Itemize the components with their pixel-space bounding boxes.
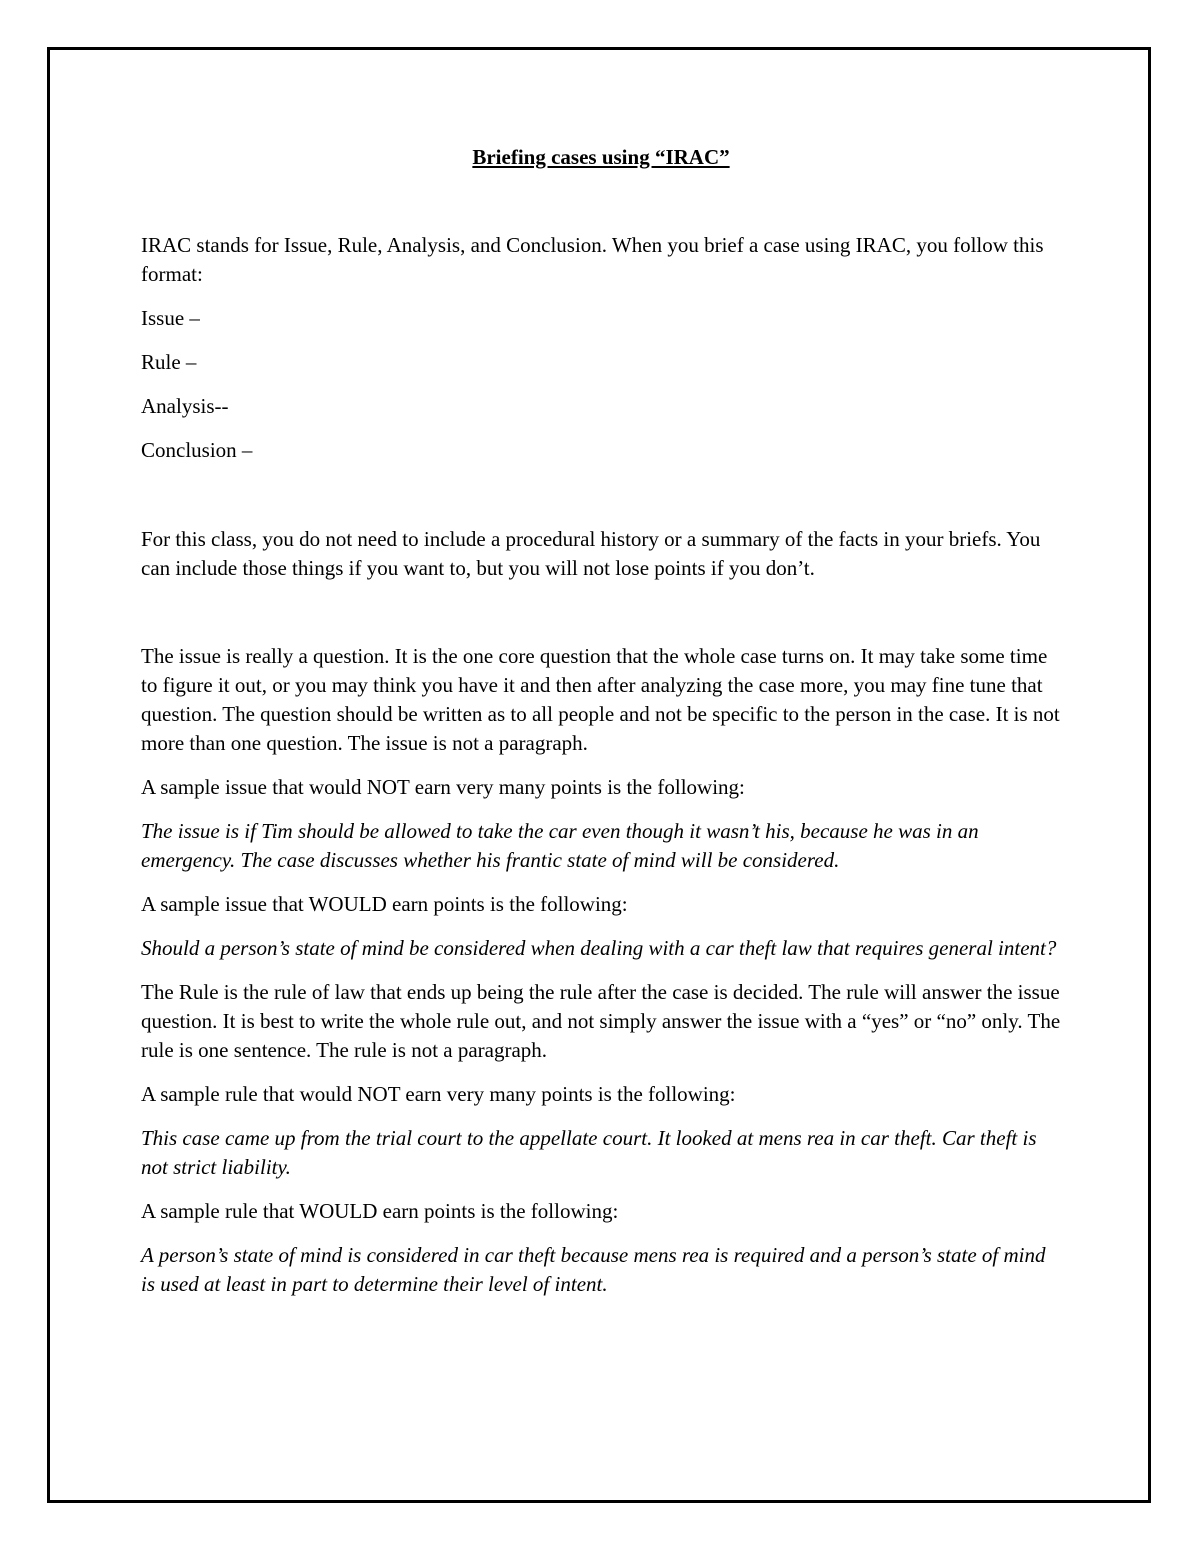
issue-good-example: Should a person’s state of mind be considered when dealing with a car theft law that requires general intent?	[141, 936, 1057, 960]
rule-bad-label: A sample rule that would NOT earn very many points is the following:	[141, 1082, 736, 1106]
rule-good-label: A sample rule that WOULD earn points is the following:	[141, 1199, 619, 1223]
class-note-paragraph: For this class, you do not need to include a procedural history or a summary of the facts in your briefs. You can include those things if you want to, but you will not lose points if you don’t.	[141, 527, 1041, 580]
rule-explanation-paragraph: The Rule is the rule of law that ends up being the rule after the case is decided. The rule will answer the issue question. It is best to write the whole rule out, and not simply answer the issue with a “yes” or “no” only. The rule is one sentence. The rule is not a paragraph.	[141, 980, 1061, 1062]
issue-good-label: A sample issue that WOULD earn points is the following:	[141, 892, 628, 916]
issue-explanation-paragraph: The issue is really a question. It is the one core question that the whole case turns on. It may take some time to figure it out, or you may think you have it and then after analyzing the case more, you may fine tune that question. The question should be written as to all people and not be specific to the person in the case. It is not more than one question. The issue is not a paragraph.	[141, 644, 1060, 755]
document-title: Briefing cases using “IRAC”	[472, 145, 730, 169]
rule-good-example: A person’s state of mind is considered in car theft because mens rea is required and a person’s state of mind is used at least in part to determine their level of intent.	[141, 1243, 1046, 1296]
issue-bad-label: A sample issue that would NOT earn very many points is the following:	[141, 775, 745, 799]
document-body	[141, 140, 1061, 1299]
format-item-issue: Issue –	[141, 306, 200, 330]
format-item-rule: Rule –	[141, 350, 197, 374]
issue-bad-example: The issue is if Tim should be allowed to take the car even though it wasn’t his, because he was in an emergency. The case discusses whether his frantic state of mind will be considered.	[141, 819, 979, 872]
format-item-analysis: Analysis--	[141, 394, 229, 418]
format-item-conclusion: Conclusion –	[141, 438, 253, 462]
rule-bad-example: This case came up from the trial court to the appellate court. It looked at mens rea in car theft. Car theft is not strict liability.	[141, 1126, 1037, 1179]
intro-paragraph: IRAC stands for Issue, Rule, Analysis, and Conclusion. When you brief a case using IRAC, you follow this format:	[141, 233, 1044, 286]
